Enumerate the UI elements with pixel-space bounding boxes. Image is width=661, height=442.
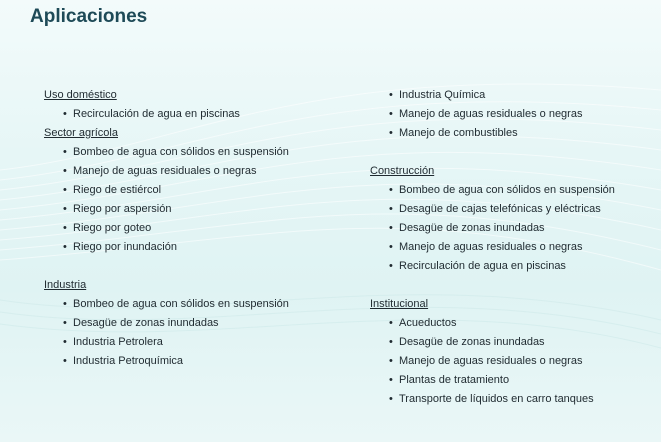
bullet-icon: • — [389, 108, 393, 120]
list-item — [370, 390, 660, 409]
item-text: Recirculación de agua en piscinas — [73, 108, 240, 120]
list-item — [44, 238, 354, 257]
bullet-icon: • — [389, 127, 393, 139]
list-item — [44, 200, 354, 219]
bullet-icon: • — [63, 108, 67, 120]
item-text: Riego por aspersión — [73, 203, 172, 215]
list-item — [370, 105, 660, 124]
item-list — [44, 295, 354, 371]
right-column — [370, 86, 660, 409]
item-text: Acueductos — [399, 317, 457, 329]
list-item — [370, 124, 660, 143]
list-item — [370, 219, 660, 238]
item-text: Industria Petroquímica — [73, 355, 184, 367]
bullet-icon: • — [389, 222, 393, 234]
list-item — [44, 105, 354, 124]
item-text: Bombeo de agua con sólidos en suspensión — [73, 146, 289, 158]
item-text: Manejo de aguas residuales o negras — [399, 108, 583, 120]
section-title: Uso doméstico — [44, 89, 117, 101]
bullet-icon: • — [63, 203, 67, 215]
bullet-icon: • — [389, 184, 393, 196]
list-item — [44, 143, 354, 162]
bullet-icon: • — [63, 298, 67, 310]
list-item — [44, 333, 354, 352]
bullet-icon: • — [389, 260, 393, 272]
bullet-icon: • — [389, 336, 393, 348]
bullet-icon: • — [63, 336, 67, 348]
item-text: Industria Petrolera — [73, 336, 163, 348]
list-item — [370, 86, 660, 105]
item-text: Riego de estiércol — [73, 184, 162, 196]
item-text: Riego por goteo — [73, 222, 152, 234]
section-title: Industria — [44, 279, 87, 291]
item-text: Desagüe de zonas inundadas — [399, 222, 545, 234]
item-text: Riego por inundación — [73, 241, 177, 253]
bullet-icon: • — [389, 355, 393, 367]
section-construccion — [370, 162, 660, 276]
page-title: Aplicaciones — [30, 6, 148, 27]
list-item — [44, 352, 354, 371]
item-text: Manejo de aguas residuales o negras — [399, 355, 583, 367]
list-item — [44, 162, 354, 181]
list-item — [370, 238, 660, 257]
item-text: Bombeo de agua con sólidos en suspensión — [73, 298, 289, 310]
list-item — [370, 314, 660, 333]
left-column — [44, 86, 354, 371]
section-title: Institucional — [370, 298, 429, 310]
bullet-icon: • — [389, 241, 393, 253]
list-item — [44, 181, 354, 200]
item-text: Plantas de tratamiento — [399, 374, 510, 386]
item-text: Desagüe de zonas inundadas — [73, 317, 219, 329]
item-text: Recirculación de agua en piscinas — [399, 260, 566, 272]
bullet-icon: • — [389, 393, 393, 405]
list-item — [370, 257, 660, 276]
list-item — [370, 200, 660, 219]
bullet-icon: • — [63, 165, 67, 177]
bullet-icon: • — [63, 355, 67, 367]
list-item — [44, 295, 354, 314]
section-title: Sector agrícola — [44, 127, 118, 139]
list-item — [44, 219, 354, 238]
item-text: Desagüe de zonas inundadas — [399, 336, 545, 348]
bullet-icon: • — [389, 203, 393, 215]
list-item — [370, 352, 660, 371]
bullet-icon: • — [389, 374, 393, 386]
bullet-icon: • — [63, 146, 67, 158]
item-text: Manejo de aguas residuales o negras — [73, 165, 257, 177]
section-title: Construcción — [370, 165, 435, 177]
item-list — [44, 143, 354, 257]
list-item — [370, 371, 660, 390]
item-text: Manejo de aguas residuales o negras — [399, 241, 583, 253]
item-list — [370, 314, 660, 409]
item-text: Desagüe de cajas telefónicas y eléctricas — [399, 203, 601, 215]
section-sector-agricola — [44, 124, 354, 257]
item-text: Transporte de líquidos en carro tanques — [399, 393, 594, 405]
item-text: Bombeo de agua con sólidos en suspensión — [399, 184, 615, 196]
item-text: Industria Química — [399, 89, 486, 101]
section-institucional — [370, 295, 660, 409]
continued-item-list — [370, 86, 660, 143]
section-uso-domestico — [44, 86, 354, 124]
item-list — [370, 181, 660, 276]
section-industria — [44, 276, 354, 371]
bullet-icon: • — [389, 89, 393, 101]
item-text: Manejo de combustibles — [399, 127, 518, 139]
item-list — [44, 105, 354, 124]
list-item — [370, 181, 660, 200]
list-item — [370, 333, 660, 352]
bullet-icon: • — [389, 317, 393, 329]
bullet-icon: • — [63, 184, 67, 196]
list-item — [44, 314, 354, 333]
bullet-icon: • — [63, 317, 67, 329]
bullet-icon: • — [63, 241, 67, 253]
bullet-icon: • — [63, 222, 67, 234]
